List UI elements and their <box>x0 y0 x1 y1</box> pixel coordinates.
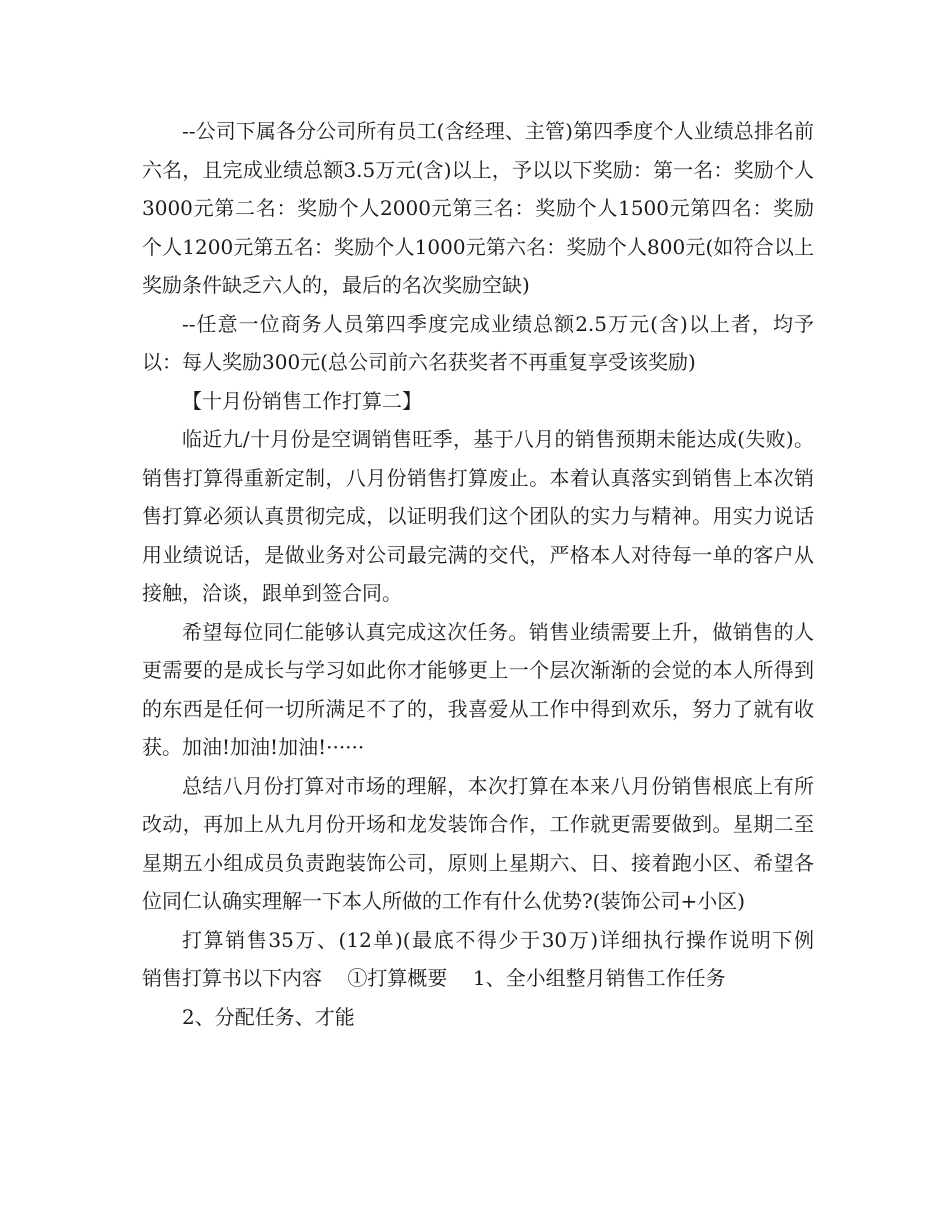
paragraph-team-encouragement: 希望每位同仁能够认真完成这次任务。销售业绩需要上升，做销售的人更需要的是成长与学习如此你才能够更上一个层次渐渐的会觉的本人所得到的东西是任何一切所满足不了的，我喜爱从工作中得到欢乐，努力了就有收获。加油!加油!加油!······ <box>142 619 814 759</box>
section-heading-october-sales-plan: 【十月份销售工作打算二】 <box>182 388 422 413</box>
paragraph-quarterly-top-six-award: --公司下属各分公司所有员工(含经理、主管)第四季度个人业绩总排名前六名，且完成业绩总额3.5万元(含)以上，予以以下奖励：第一名：奖励个人3000元第二名：奖励个人2000元第三名：奖励个人1500元第四名：奖励个人1200元第五名：奖励个人1000元第六名：奖励个人800元(如符合以上奖励条件缺乏六人的，最后的名次奖励空缺) <box>142 119 814 297</box>
paragraph-air-conditioner-season: 临近九/十月份是空调销售旺季，基于八月的销售预期未能达成(失败)。销售打算得重新定制，八月份销售打算废止。本着认真落实到销售上本次销售打算必须认真贯彻完成，以证明我们这个团队的实力与精神。用实力说话用业绩说话，是做业务对公司最完满的交代，严格本人对待每一单的客户从接触，洽谈，跟单到签合同。 <box>142 427 814 605</box>
paragraph-sales-target: 打算销售35万、(12单)(最底不得少于30万)详细执行操作说明下例 销售打算书以下内容 ①打算概要 1、全小组整月销售工作任务 <box>142 927 840 990</box>
document-body <box>142 112 840 1036</box>
paragraph-august-summary: 总结八月份打算对市场的理解，本次打算在本来八月份销售根底上有所改动，再加上从九月份开场和龙发装饰合作，工作就更需要做到。星期二至星期五小组成员负责跑装饰公司，原则上星期六、日、接着跑小区、希望各位同仁认确实理解一下本人所做的工作有什么优势?(装饰公司+小区) <box>142 773 814 913</box>
paragraph-business-staff-award: --任意一位商务人员第四季度完成业绩总额2.5万元(含)以上者，均予以：每人奖励300元(总公司前六名获奖者不再重复享受该奖励) <box>142 311 814 374</box>
paragraph-task-allocation: 2、分配任务、才能 <box>182 1004 355 1029</box>
